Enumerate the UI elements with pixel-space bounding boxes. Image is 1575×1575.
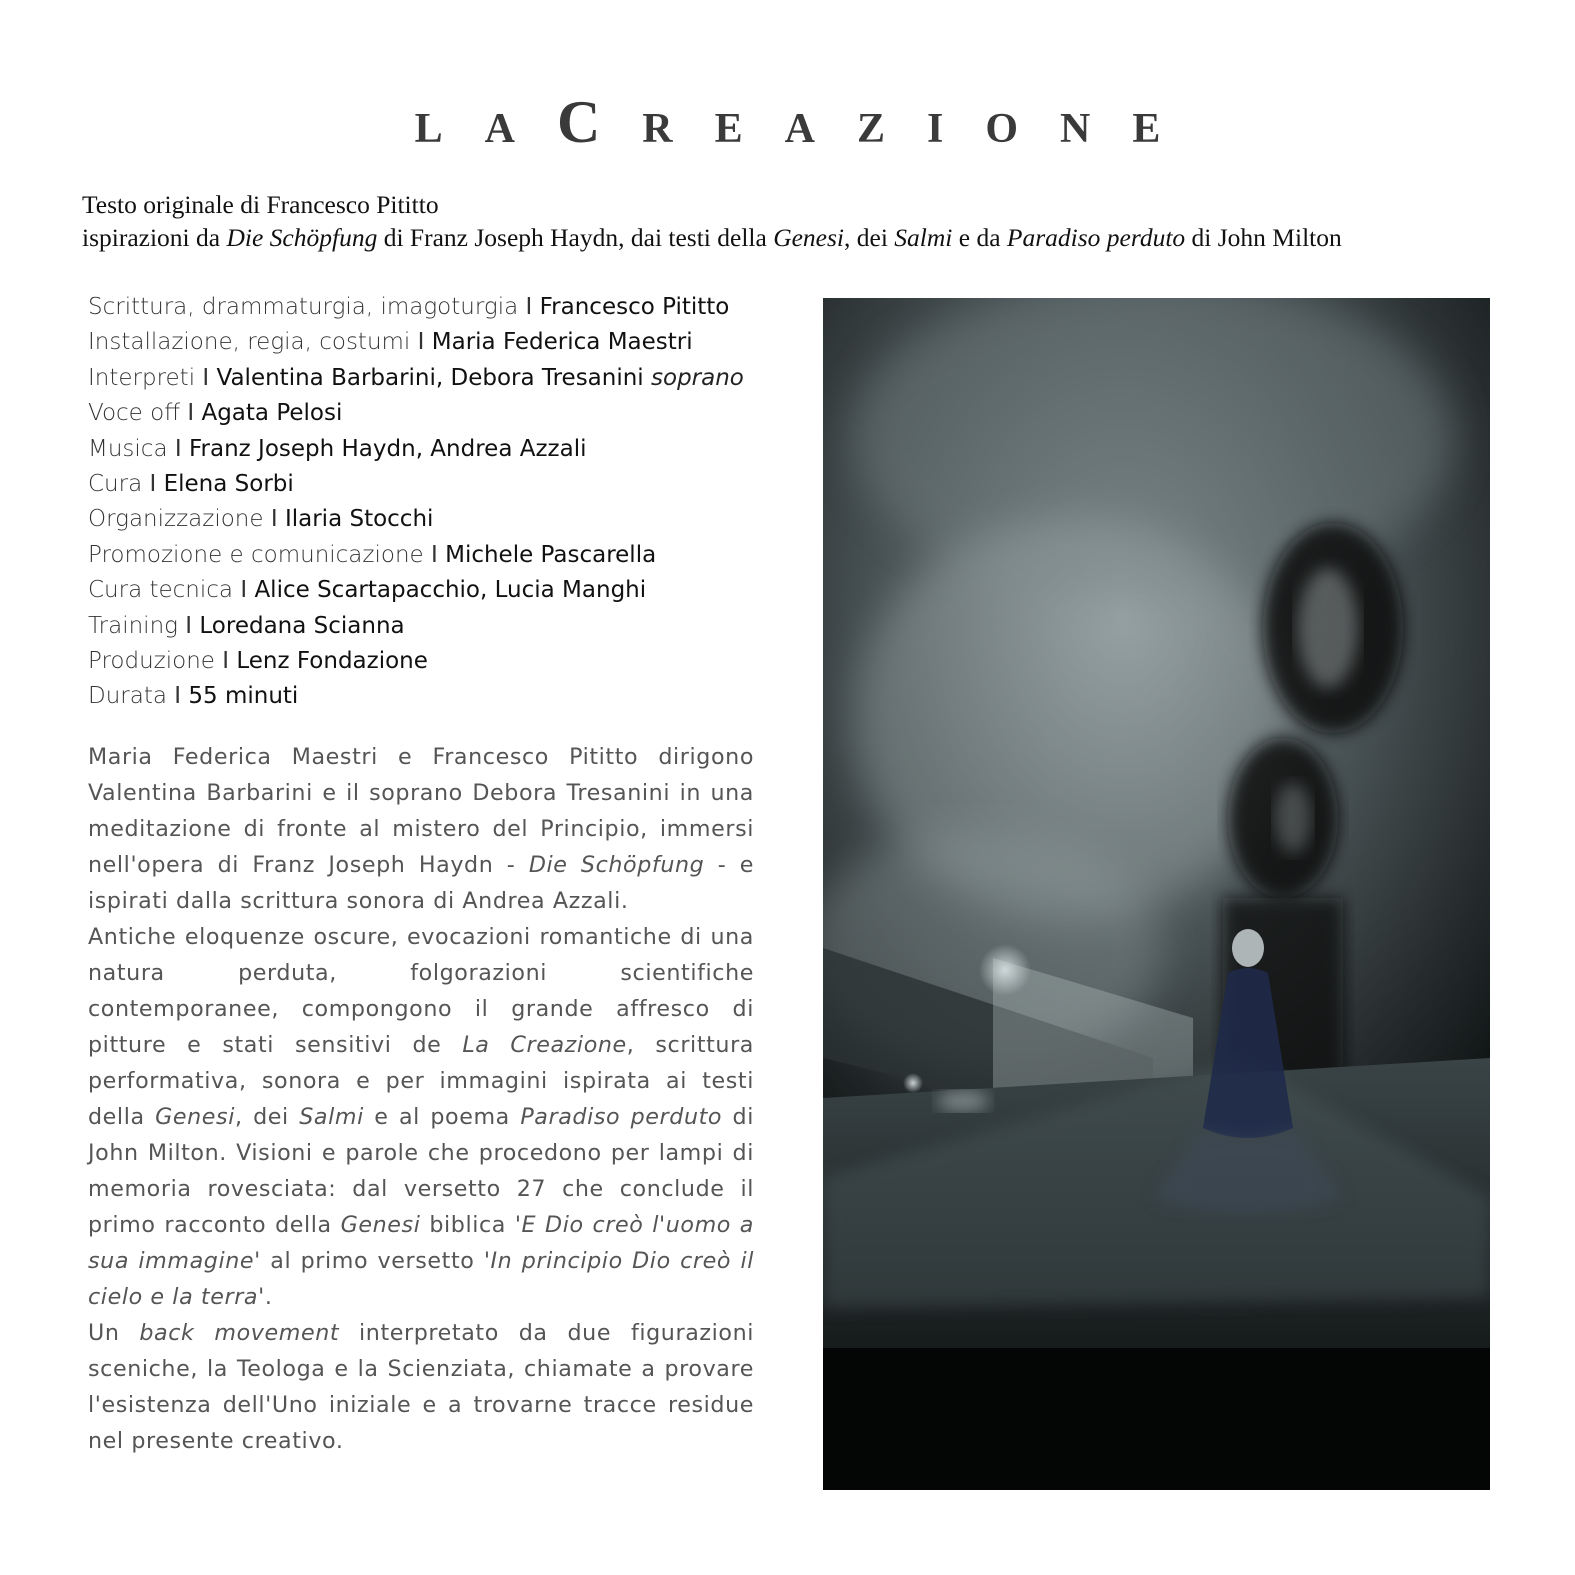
credit-role: Produzione: [88, 648, 215, 675]
text-run-italic: Paradiso perduto: [1006, 223, 1186, 252]
credit-person: Alice Scartapacchio, Lucia Manghi: [254, 577, 647, 604]
credit-row: [88, 432, 788, 467]
description-paragraph: [88, 739, 754, 919]
credit-role: Voce off: [88, 400, 181, 427]
text-run-italic: 'In principio Dio creò il cielo e la terra': [88, 1248, 754, 1310]
text-run: di Franz Joseph Haydn, dai testi della: [377, 223, 774, 252]
credit-person: Valentina Barbarini, Debora Tresanini: [216, 364, 644, 391]
text-run: interpretato da due figurazioni sceniche, la Teologa e la Scienziata, chiamate a provare l'esistenza dell'Uno iniziale e a trovarne tracce residue nel presente creativo.: [88, 1320, 755, 1454]
credit-role: Organizzazione: [88, 506, 264, 533]
credit-separator: I: [185, 612, 193, 639]
credit-person: Francesco Pititto: [539, 294, 730, 320]
text-run: biblica: [420, 1212, 515, 1238]
text-run-italic: Die Schöpfung: [226, 223, 378, 252]
credit-row: [88, 538, 788, 573]
credit-separator: I: [240, 577, 248, 604]
title-letter: A: [784, 106, 815, 152]
credit-separator: I: [174, 435, 182, 462]
credit-role: Training: [88, 612, 178, 639]
description-paragraph: [88, 1315, 754, 1459]
title-letter: E: [1132, 106, 1161, 152]
credit-separator: I: [149, 471, 157, 498]
text-run-italic: Genesi: [773, 223, 845, 252]
credit-row: [88, 325, 788, 360]
subtitle-author-line: Testo originale di Francesco Pititto: [82, 190, 439, 219]
credit-separator: I: [417, 329, 425, 356]
credit-person: Lenz Fondazione: [236, 648, 428, 675]
title-letter: E: [714, 106, 743, 152]
text-run: ispirazioni da: [82, 223, 227, 252]
text-run-italic: Salmi: [299, 1104, 364, 1130]
subtitle-inspiration-line: [82, 221, 1532, 254]
text-run-italic: 'E Dio creò l'uomo a sua immagine': [88, 1212, 754, 1274]
text-run: al primo versetto: [260, 1248, 484, 1274]
credit-person: 55 minuti: [188, 683, 299, 710]
credit-row: [88, 679, 788, 714]
credit-separator: I: [270, 506, 278, 533]
credit-row: [88, 467, 788, 502]
description: [88, 739, 754, 1459]
credit-person: Ilaria Stocchi: [284, 506, 434, 533]
credit-person: Elena Sorbi: [163, 471, 294, 498]
credit-role: Cura tecnica: [88, 577, 234, 604]
credit-row: [88, 644, 788, 679]
credit-role: Promozione e comunicazione: [88, 541, 424, 568]
credit-row: [88, 361, 788, 396]
title-letter: A: [484, 106, 515, 152]
text-run: , dei: [844, 223, 895, 252]
credit-person: Maria Federica Maestri: [431, 329, 693, 356]
credit-person: Agata Pelosi: [201, 400, 343, 427]
stage-photo: [823, 298, 1490, 1490]
credits-list: [88, 290, 788, 715]
text-run: di John Milton: [1185, 223, 1342, 252]
text-run: di John Milton. Visioni e parole che procedono per lampi di memoria rovesciata: dal versetto 27 che conclude il primo racconto della: [88, 1104, 754, 1238]
credit-voice-type: soprano: [651, 364, 744, 391]
text-run: .: [264, 1284, 273, 1310]
text-run: Antiche eloquenze oscure, evocazioni romantiche di una natura perduta, folgorazioni scientifiche contemporanee, compongono il grande affresco di pitture e stati sensitivi de: [88, 924, 754, 1058]
credit-separator: I: [187, 400, 195, 427]
credit-separator: I: [525, 294, 533, 320]
credit-row: [88, 396, 788, 431]
credit-separator: I: [174, 683, 182, 710]
title-letter: I: [927, 106, 944, 152]
credit-person: Loredana Scianna: [199, 612, 405, 639]
credit-role: Durata: [88, 683, 167, 710]
text-run-italic: Paradiso perduto: [520, 1104, 723, 1130]
title-letter: O: [985, 106, 1019, 152]
text-run: , dei: [234, 1104, 300, 1130]
credit-role: Cura: [88, 471, 143, 498]
page-title: [0, 88, 1575, 157]
credit-role: Musica: [88, 435, 168, 462]
credit-role: Interpreti: [88, 364, 196, 391]
credit-separator: I: [222, 648, 230, 675]
title-letter: C: [556, 89, 601, 155]
text-run: e al poema: [363, 1104, 521, 1130]
text-run: - e ispirati dalla scrittura sonora di Andrea Azzali.: [88, 852, 754, 914]
title-letter: Z: [857, 106, 886, 152]
description-paragraph: [88, 919, 754, 1315]
credit-row: [88, 609, 788, 644]
text-run: , scrittura performativa, sonora e per immagini ispirata ai testi della: [88, 1032, 754, 1130]
text-run-italic: back movement: [139, 1320, 340, 1346]
text-run-italic: Genesi: [340, 1212, 421, 1238]
text-run: e da: [952, 223, 1007, 252]
text-run-italic: Salmi: [894, 223, 953, 252]
credit-row: [88, 290, 788, 325]
credit-role: Installazione, regia, costumi: [88, 329, 411, 356]
credit-row: [88, 573, 788, 608]
credit-person: Franz Joseph Haydn, Andrea Azzali: [188, 435, 587, 462]
credit-role: Scrittura, drammaturgia, imagoturgia: [88, 294, 519, 320]
credit-separator: I: [202, 364, 210, 391]
title-letter: L: [414, 106, 443, 152]
text-run-italic: Die Schöpfung: [528, 852, 705, 878]
subtitle-block: [82, 188, 1532, 254]
credit-person: Michele Pascarella: [445, 541, 657, 568]
text-run: Maria Federica Maestri e Francesco Pititto dirigono Valentina Barbarini e il soprano Debora Tresanini in una meditazione di fronte al mistero del Principio, immersi nell'opera di Franz Joseph Haydn -: [88, 744, 754, 878]
stage-photo-illustration: [823, 298, 1490, 1490]
title-letter: R: [642, 106, 673, 152]
text-run-italic: Genesi: [155, 1104, 235, 1130]
text-run-italic: La Creazione: [462, 1032, 627, 1058]
credit-separator: I: [430, 541, 438, 568]
credit-row: [88, 502, 788, 537]
title-letter: N: [1060, 106, 1091, 152]
text-run: Un: [88, 1320, 140, 1346]
